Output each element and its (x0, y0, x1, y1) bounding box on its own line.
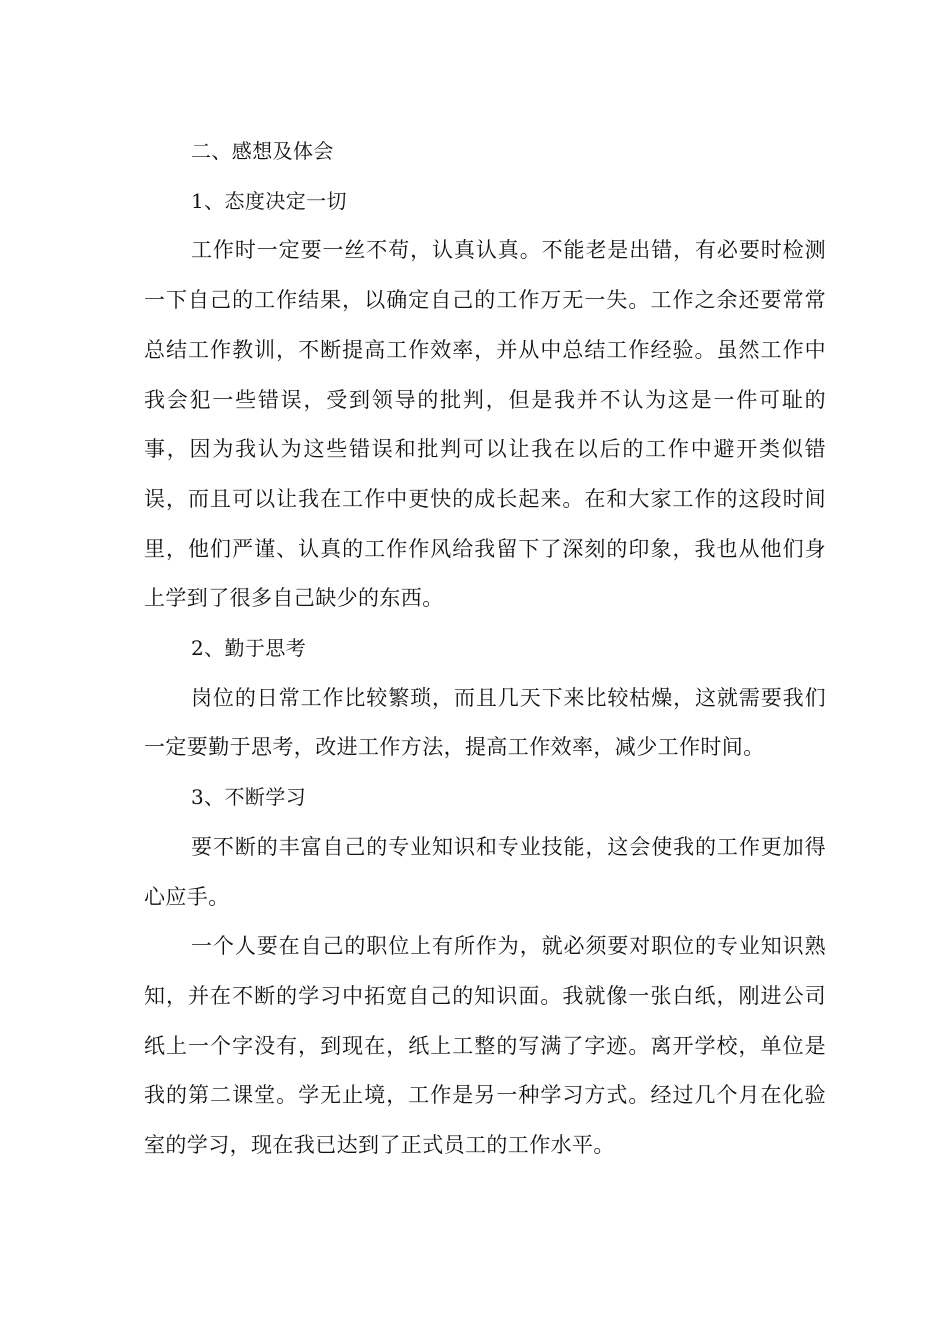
paragraph-learning-2: 一个人要在自己的职位上有所作为，就必须要对职位的专业知识熟知，并在不断的学习中拓宽自己的知识面。我就像一张白纸，刚进公司纸上一个字没有，到现在，纸上工整的写满了字迹。离开学校，单位是我的第二课堂。学无止境，工作是另一种学习方式。经过几个月在化验室的学习，现在我已达到了正式员工的工作水平。 (144, 934, 826, 1158)
subsection-title-thinking: 2、勤于思考 (191, 636, 307, 661)
paragraph-thinking: 岗位的日常工作比较繁琐，而且几天下来比较枯燥，这就需要我们一定要勤于思考，改进工作方法，提高工作效率，减少工作时间。 (144, 685, 826, 760)
paragraph-attitude: 工作时一定要一丝不苟，认真认真。不能老是出错，有必要时检测一下自己的工作结果，以确定自己的工作万无一失。工作之余还要常常总结工作教训，不断提高工作效率，并从中总结工作经验。虽然工作中我会犯一些错误，受到领导的批判，但是我并不认为这是一件可耻的事，因为我认为这些错误和批判可以让我在以后的工作中避开类似错误，而且可以让我在工作中更快的成长起来。在和大家工作的这段时间里，他们严谨、认真的工作作风给我留下了深刻的印象，我也从他们身上学到了很多自己缺少的东西。 (144, 238, 826, 611)
document-body (144, 127, 826, 1171)
section-title: 二、感想及体会 (191, 139, 334, 163)
subsection-title-attitude: 1、态度决定一切 (191, 188, 347, 213)
paragraph-learning-1: 要不断的丰富自己的专业知识和专业技能，这会使我的工作更加得心应手。 (144, 834, 826, 909)
subsection-title-learning: 3、不断学习 (191, 785, 307, 810)
